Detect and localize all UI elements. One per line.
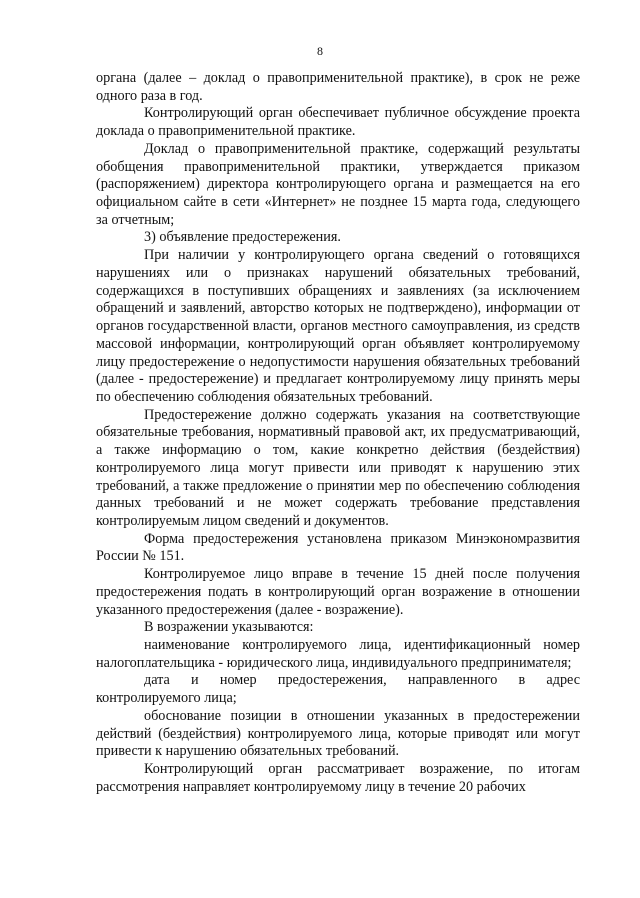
paragraph: дата и номер предостережения, направленного в адрес контролируемого лица; [96, 672, 580, 707]
paragraph: Доклад о правоприменительной практике, содержащий результаты обобщения правоприменительной практики, утверждается приказом (распоряжением) директора контролирующего органа и размещается на его официальном сайте в сети «Интернет» не позднее 15 марта года, следующего за отчетным; [96, 140, 580, 228]
document-body [96, 70, 580, 796]
page-number: 8 [317, 44, 323, 58]
paragraph: 3) объявление предостережения. [144, 229, 341, 246]
paragraph: Предостережение должно содержать указания на соответствующие обязательные требования, нормативный правовой акт, их предусматривающий, а также информацию о том, какие конкретно действия (бездействия) контролируемого лица могут привести или приводят к нарушению этих требований, а также предложение о принятии мер по обеспечению соблюдения данных требований и не может содержать требование представления контролируемым лицом сведений и документов. [96, 406, 580, 529]
paragraph: Контролирующий орган рассматривает возражение, по итогам рассмотрения направляет контролируемому лицу в течение 20 рабочих [96, 761, 580, 795]
paragraph: В возражении указываются: [144, 619, 314, 636]
paragraph: наименование контролируемого лица, идентификационный номер налогоплательщика - юридического лица, индивидуального предпринимателя; [96, 637, 580, 671]
paragraph: органа (далее – доклад о правоприменительной практике), в срок не реже одного раза в год. [96, 70, 580, 104]
paragraph: Контролируемое лицо вправе в течение 15 дней после получения предостережения подать в контролирующий орган возражение в отношении указанного предостережения (далее - возражение). [96, 566, 580, 618]
paragraph: Форма предостережения установлена приказом Минэкономразвития России № 151. [96, 530, 580, 565]
paragraph: обоснование позиции в отношении указанных в предостережении действий (бездействия) контролируемого лица, которые приводят или могут привести к нарушению обязательных требований. [96, 707, 580, 760]
paragraph: При наличии у контролирующего органа сведений о готовящихся нарушениях или о признаках нарушений обязательных требований, содержащихся в поступивших обращениях и заявлениях (за исключением обращений и заявлений, авторство которых не подтверждено), информации от органов государственной власти, органов местного самоуправления, из средств массовой информации, контролирующий орган объявляет контролируемому лицу предостережение о недопустимости нарушения обязательных требований (далее - предостережение) и предлагает контролируемому лицу принять меры по обеспечению соблюдения обязательных требований. [96, 247, 580, 405]
paragraph: Контролирующий орган обеспечивает публичное обсуждение проекта доклада о правоприменительной практике. [96, 105, 580, 140]
